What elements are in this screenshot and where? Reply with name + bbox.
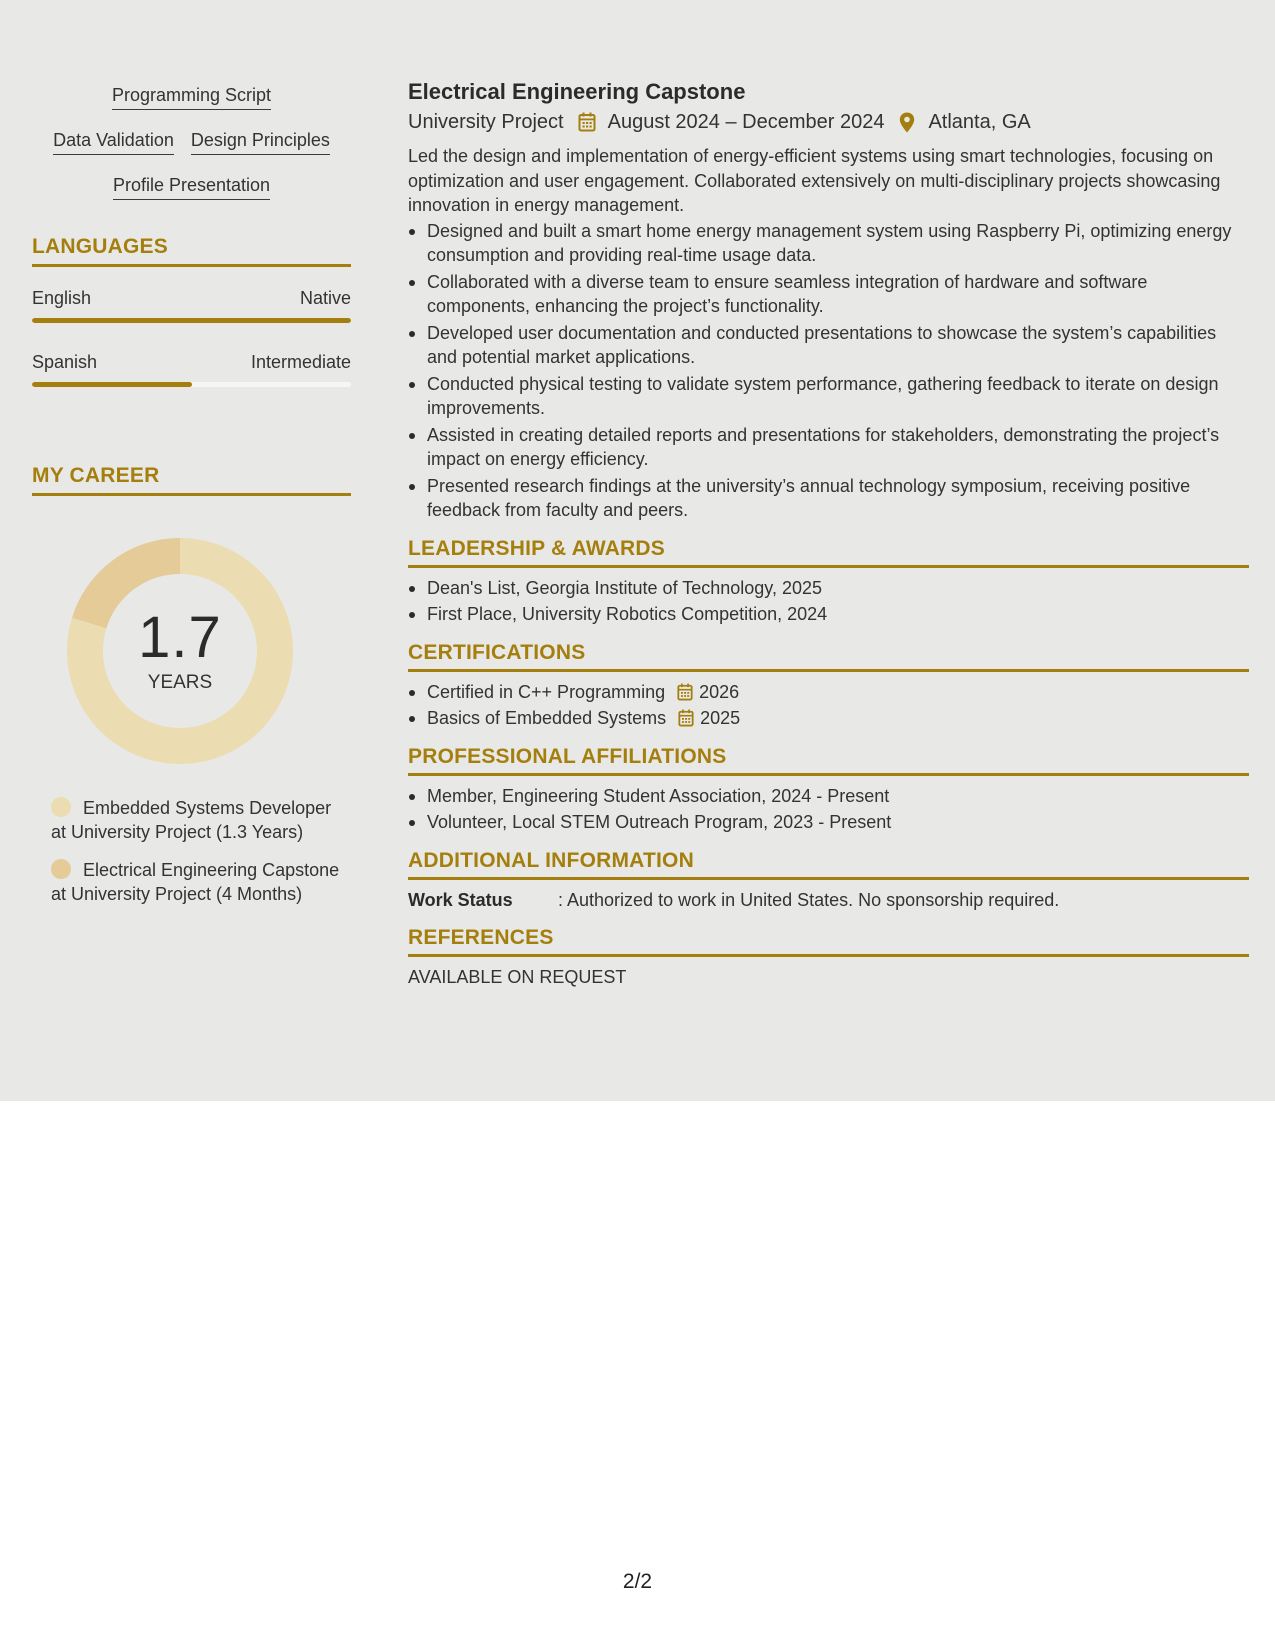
donut-center (67, 538, 293, 764)
career-legend (51, 796, 341, 906)
project-org: University Project (408, 111, 564, 133)
leadership-heading: LEADERSHIP & AWARDS (408, 537, 1249, 568)
language-level: Native (299, 288, 351, 308)
project-dates: August 2024 – December 2024 (607, 111, 885, 133)
project-bullets (408, 219, 1249, 523)
leadership-list (408, 576, 1249, 627)
additional-info-heading: ADDITIONAL INFORMATION (408, 849, 1249, 880)
right-column (408, 78, 1249, 989)
legend-item (51, 858, 341, 906)
language-item (32, 288, 351, 323)
list-item: Designed and built a smart home energy management system using Raspberry Pi, optimizing energy consumption and providing real-time usage data. (408, 219, 1249, 268)
career-heading: MY CAREER (32, 464, 351, 496)
career-unit: YEARS (147, 672, 213, 693)
legend-label: Embedded Systems Developer at University Project (1.3 Years) (51, 798, 332, 842)
affiliations-list (408, 784, 1249, 835)
project-title: Electrical Engineering Capstone (408, 79, 746, 104)
work-status-value: : Authorized to work in United States. No sponsorship required. (558, 889, 1060, 910)
calendar-icon (577, 111, 597, 133)
language-level: Intermediate (250, 352, 351, 372)
skills-list (32, 84, 351, 219)
affiliations-heading: PROFESSIONAL AFFILIATIONS (408, 745, 1249, 776)
skill-tag: Profile Presentation (113, 174, 270, 200)
skill-tag: Design Principles (191, 129, 330, 155)
list-item: Dean's List, Georgia Institute of Technology, 2025 (408, 576, 1249, 601)
work-status-row (408, 888, 1249, 912)
legend-label: Electrical Engineering Capstone at University Project (4 Months) (51, 860, 340, 904)
language-name: English (32, 288, 92, 308)
list-item: Assisted in creating detailed reports and presentations for stakeholders, demonstrating the project’s impact on energy efficiency. (408, 423, 1249, 472)
language-name: Spanish (32, 352, 98, 372)
project-location: Atlanta, GA (928, 111, 1031, 133)
language-proficiency-bar (32, 382, 351, 387)
legend-dot (51, 797, 71, 817)
left-column (32, 84, 351, 920)
certification-year: 2026 (699, 681, 740, 702)
list-item: First Place, University Robotics Competition, 2024 (408, 602, 1249, 627)
references-heading: REFERENCES (408, 926, 1249, 957)
certification-year: 2025 (700, 708, 741, 728)
list-item: Presented research findings at the university’s annual technology symposium, receiving positive feedback from faculty and peers. (408, 474, 1249, 523)
legend-dot (51, 859, 71, 879)
skill-tag: Data Validation (53, 129, 174, 155)
list-item (408, 680, 1249, 705)
references-text: AVAILABLE ON REQUEST (408, 966, 627, 987)
project-description: Led the design and implementation of energy-efficient systems using smart technologies, focusing on optimization and user engagement. Collaborated extensively on multi-disciplinary projects showcasing innovation in energy management. (408, 146, 1221, 215)
certifications-list (408, 680, 1249, 731)
skill-tag: Programming Script (112, 84, 271, 110)
career-donut-chart (67, 538, 293, 764)
career-total-years: 1.7 (138, 605, 222, 670)
list-item: Member, Engineering Student Association, 2024 - Present (408, 784, 1249, 809)
language-item (32, 352, 351, 387)
page-number: 2/2 (622, 1570, 653, 1593)
certifications-heading: CERTIFICATIONS (408, 641, 1249, 672)
language-proficiency-fill (32, 318, 351, 323)
list-item: Conducted physical testing to validate system performance, gathering feedback to iterate on design improvements. (408, 372, 1249, 421)
work-status-label: Work Status (408, 889, 513, 910)
calendar-icon (678, 709, 696, 727)
certification-name: Basics of Embedded Systems (427, 708, 667, 728)
list-item (408, 706, 1249, 731)
language-proficiency-bar (32, 318, 351, 323)
calendar-icon (677, 683, 695, 701)
location-pin-icon (897, 111, 917, 133)
project-meta (408, 109, 1249, 135)
list-item: Developed user documentation and conducted presentations to showcase the system’s capabilities and potential market applications. (408, 321, 1249, 370)
list-item: Volunteer, Local STEM Outreach Program, 2023 - Present (408, 810, 1249, 835)
language-proficiency-fill (32, 382, 192, 387)
languages-list (32, 288, 351, 387)
list-item: Collaborated with a diverse team to ensure seamless integration of hardware and software components, enhancing the project’s functionality. (408, 270, 1249, 319)
certification-name: Certified in C++ Programming (427, 681, 666, 702)
languages-heading: LANGUAGES (32, 235, 351, 267)
legend-item (51, 796, 341, 844)
